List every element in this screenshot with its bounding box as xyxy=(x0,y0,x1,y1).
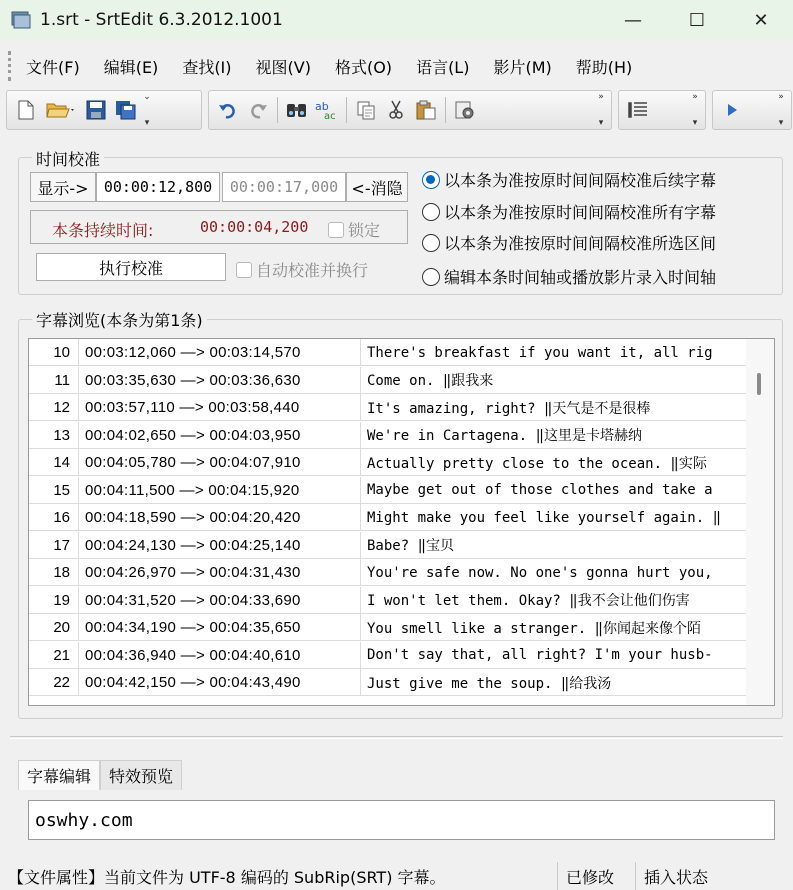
status-bar xyxy=(0,862,793,890)
row-time: 00:04:34,190 —> 00:04:35,650 xyxy=(79,614,361,641)
row-text: Come on. ‖跟我来 xyxy=(367,373,494,389)
timing-group-title: 时间校准 xyxy=(32,147,104,170)
close-button[interactable]: ✕ xyxy=(753,9,769,31)
minimize-button[interactable]: — xyxy=(624,9,642,31)
spellcheck-icon[interactable] xyxy=(312,95,342,125)
toolbar-separator xyxy=(277,97,278,123)
table-row[interactable] xyxy=(29,559,747,586)
svg-text:ab: ab xyxy=(315,100,329,113)
row-time: 00:03:12,060 —> 00:03:14,570 xyxy=(79,339,361,366)
menu-language[interactable]: 语言(L) xyxy=(416,57,470,77)
row-text: Maybe get out of those clothes and take a xyxy=(367,482,713,498)
radio-selected-icon[interactable] xyxy=(422,171,440,189)
open-folder-icon[interactable] xyxy=(41,95,81,125)
row-time: 00:04:18,590 —> 00:04:20,420 xyxy=(79,504,361,531)
row-num: 17 xyxy=(29,532,79,559)
menu-file[interactable]: 文件(F) xyxy=(26,57,80,77)
row-time: 00:04:42,150 —> 00:04:43,490 xyxy=(79,669,361,696)
lock-checkbox-box[interactable] xyxy=(328,222,344,238)
row-text: It's amazing, right? ‖天气是不是很棒 xyxy=(367,400,651,417)
radio-icon[interactable] xyxy=(422,203,440,221)
toolbar-separator xyxy=(445,97,446,123)
radio-label: 以本条为准按原时间间隔校准所有字幕 xyxy=(444,203,717,222)
table-row[interactable] xyxy=(29,394,747,421)
new-file-icon[interactable] xyxy=(11,95,41,125)
toolbar-overflow-icon[interactable]: » ▾ xyxy=(692,92,698,128)
window-title: 1.srt - SrtEdit 6.3.2012.1001 xyxy=(40,10,283,30)
radio-option-1[interactable] xyxy=(422,200,716,223)
menu-edit[interactable]: 编辑(E) xyxy=(103,57,159,77)
table-row[interactable] xyxy=(29,339,747,366)
row-num: 11 xyxy=(29,367,79,394)
toolbar xyxy=(0,88,793,132)
list-icon[interactable] xyxy=(623,95,653,125)
row-text: Just give me the soup. ‖给我汤 xyxy=(367,675,612,692)
row-text: We're in Cartagena. ‖这里是卡塔赫纳 xyxy=(367,428,643,444)
settings-icon[interactable] xyxy=(450,95,480,125)
row-text: There's breakfast if you want it, all rig xyxy=(367,344,713,361)
maximize-button[interactable]: ☐ xyxy=(688,9,706,31)
radio-option-2[interactable] xyxy=(422,231,716,254)
subtitle-list[interactable] xyxy=(28,338,775,706)
row-num: 15 xyxy=(29,477,79,504)
lock-checkbox[interactable] xyxy=(328,218,380,241)
cancel-button[interactable]: <-消隐 xyxy=(346,172,408,202)
play-icon[interactable] xyxy=(717,95,747,125)
menu-view[interactable]: 视图(V) xyxy=(255,57,311,77)
radio-label: 编辑本条时间轴或播放影片录入时间轴 xyxy=(444,268,717,287)
duration-label: 本条持续时间: xyxy=(52,221,154,240)
table-row[interactable] xyxy=(29,642,747,669)
row-time: 00:04:02,650 —> 00:04:03,950 xyxy=(79,422,361,449)
row-time: 00:04:05,780 —> 00:04:07,910 xyxy=(79,449,361,476)
row-num: 22 xyxy=(29,669,79,696)
undo-icon[interactable] xyxy=(213,95,243,125)
run-calibration-button[interactable]: 执行校准 xyxy=(36,253,226,281)
app-icon xyxy=(10,9,32,31)
radio-icon[interactable] xyxy=(422,268,440,286)
row-num: 16 xyxy=(29,504,79,531)
subtitle-text-editor[interactable]: oswhy.com xyxy=(28,800,775,840)
menu-help[interactable]: 帮助(H) xyxy=(575,57,633,77)
row-time: 00:04:36,940 —> 00:04:40,610 xyxy=(79,642,361,669)
toolbar-overflow-icon[interactable]: ⌄ ▾ xyxy=(143,92,151,128)
status-insert-mode: 插入状态 xyxy=(644,867,709,887)
table-row[interactable] xyxy=(29,614,747,641)
row-time: 00:03:35,630 —> 00:03:36,630 xyxy=(79,367,361,394)
show-button[interactable]: 显示-> xyxy=(30,172,96,202)
redo-icon[interactable] xyxy=(243,95,273,125)
radio-icon[interactable] xyxy=(422,234,440,252)
editor-tabs xyxy=(18,760,182,790)
row-text: Might make you feel like yourself again. ‖ xyxy=(367,509,722,526)
menu-movie[interactable]: 影片(M) xyxy=(493,57,552,77)
auto-calibrate-box[interactable] xyxy=(236,262,252,278)
row-text: You smell like a stranger. ‖你闻起来像个陌 xyxy=(367,620,702,637)
row-num: 12 xyxy=(29,394,79,421)
find-icon[interactable] xyxy=(282,95,312,125)
title-bar xyxy=(0,0,793,40)
row-time: 00:03:57,110 —> 00:03:58,440 xyxy=(79,394,361,421)
toolbar-list-group xyxy=(618,90,706,130)
copy-icon[interactable] xyxy=(351,95,381,125)
row-num: 18 xyxy=(29,559,79,586)
start-time-field[interactable]: 00:00:12,800 xyxy=(96,172,220,202)
radio-option-0[interactable] xyxy=(422,168,716,191)
toolbar-overflow-icon[interactable]: » ▾ xyxy=(778,92,784,128)
table-row[interactable] xyxy=(29,477,747,504)
toolbar-edit-group xyxy=(208,90,612,130)
row-text: Babe? ‖宝贝 xyxy=(367,538,455,554)
row-time: 00:04:11,500 —> 00:04:15,920 xyxy=(79,477,361,504)
table-row[interactable] xyxy=(29,449,747,476)
radio-option-3[interactable] xyxy=(422,265,716,288)
vertical-scrollbar[interactable] xyxy=(746,339,774,705)
row-time: 00:04:31,520 —> 00:04:33,690 xyxy=(79,587,361,614)
paste-icon[interactable] xyxy=(411,95,441,125)
tab-effects-preview[interactable]: 特效预览 xyxy=(100,760,182,790)
table-row[interactable] xyxy=(29,532,747,559)
svg-text:ac: ac xyxy=(324,111,336,121)
duration-value: 00:00:04,200 xyxy=(200,218,309,236)
table-row[interactable] xyxy=(29,587,747,614)
cut-icon[interactable] xyxy=(381,95,411,125)
menu-bar xyxy=(0,44,793,88)
table-row[interactable] xyxy=(29,504,747,531)
row-num: 21 xyxy=(29,642,79,669)
status-file-info: 【文件属性】当前文件为 UTF-8 编码的 SubRip(SRT) 字幕。 xyxy=(0,862,558,890)
menu-format[interactable]: 格式(O) xyxy=(334,57,393,77)
table-row[interactable] xyxy=(29,367,747,394)
toolbar-file-group xyxy=(6,90,202,130)
scrollbar-thumb[interactable] xyxy=(757,373,761,395)
toolbar-overflow-icon[interactable]: » ▾ xyxy=(598,92,604,128)
auto-calibrate-checkbox[interactable] xyxy=(236,258,368,281)
row-text: You're safe now. No one's gonna hurt you, xyxy=(367,564,713,581)
splitter[interactable] xyxy=(10,736,783,739)
menu-find[interactable]: 查找(I) xyxy=(182,57,232,77)
row-num: 14 xyxy=(29,449,79,476)
row-num: 20 xyxy=(29,614,79,641)
row-text: Don't say that, all right? I'm your husb- xyxy=(367,647,713,663)
browse-group-title: 字幕浏览(本条为第1条) xyxy=(32,308,207,331)
save-icon[interactable] xyxy=(81,95,111,125)
save-as-icon[interactable] xyxy=(111,95,141,125)
table-row[interactable] xyxy=(29,422,747,449)
auto-calibrate-label: 自动校准并换行 xyxy=(256,261,369,280)
lock-label: 锁定 xyxy=(348,221,381,240)
row-text: Actually pretty close to the ocean. ‖实际 xyxy=(367,455,707,472)
toolbar-play-group xyxy=(712,90,792,130)
end-time-field[interactable]: 00:00:17,000 xyxy=(222,172,346,202)
row-text: I won't let them. Okay? ‖我不会让他们伤害 xyxy=(367,593,690,609)
row-time: 00:04:26,970 —> 00:04:31,430 xyxy=(79,559,361,586)
toolbar-separator xyxy=(346,97,347,123)
tab-subtitle-edit[interactable]: 字幕编辑 xyxy=(18,760,100,790)
radio-label: 以本条为准按原时间间隔校准后续字幕 xyxy=(444,171,717,190)
row-num: 13 xyxy=(29,422,79,449)
row-time: 00:04:24,130 —> 00:04:25,140 xyxy=(79,532,361,559)
row-num: 10 xyxy=(29,339,79,366)
status-modified: 已修改 xyxy=(558,862,636,890)
radio-label: 以本条为准按原时间间隔校准所选区间 xyxy=(444,234,717,253)
row-num: 19 xyxy=(29,587,79,614)
table-row[interactable] xyxy=(29,669,747,696)
